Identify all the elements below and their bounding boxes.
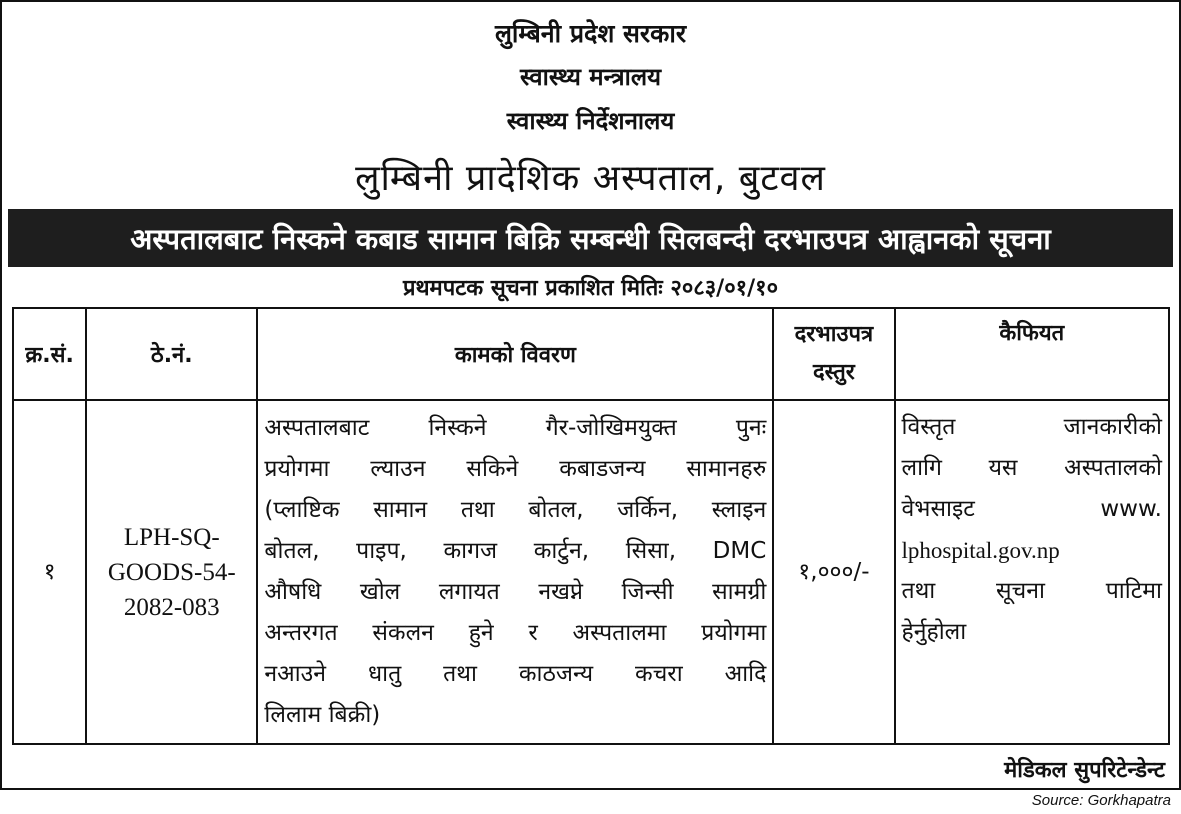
header-remarks: कैफियत — [895, 308, 1170, 400]
row-remarks — [895, 400, 1170, 744]
notice-title: अस्पतालबाट निस्कने कबाड सामान बिक्रि सम्बन्धी सिलबन्दी दरभाउपत्र आह्वानको सूचना — [130, 221, 1051, 256]
header-fee — [773, 308, 894, 400]
hospital-name: लुम्बिनी प्रादेशिक अस्पताल, बुटवल — [355, 158, 826, 199]
description-line: अस्पतालबाट निस्कने गैर-जोखिमयुक्त पुनः — [264, 415, 767, 441]
reference-line: 2082-083 — [123, 593, 220, 621]
description-line: नआउने धातु तथा काठजन्य कचरा आदि — [264, 661, 767, 687]
header-reference: ठे.नं. — [86, 308, 257, 400]
remark-line: लागि यस अस्पतालको — [901, 455, 1162, 481]
remark-line: तथा सूचना पाटिमा — [901, 578, 1162, 604]
source-credit: Source: Gorkhapatra — [1031, 792, 1171, 809]
remark-line: वेभसाइट www. — [901, 496, 1162, 522]
reference-line: GOODS-54- — [107, 558, 236, 586]
row-description — [257, 400, 773, 744]
header-fee-line2: दस्तुर — [813, 360, 855, 385]
table-header-row — [13, 308, 1169, 400]
remark-line: विस्तृत जानकारीको — [901, 414, 1162, 440]
header-description: कामको विवरण — [257, 308, 773, 400]
ministry-heading: स्वास्थ्य मन्त्रालय — [519, 63, 662, 91]
description-line: औषधि खोल लगायत नखप्ने जिन्सी सामग्री — [264, 579, 767, 605]
description-line: अन्तरगत संकलन हुने र अस्पतालमा प्रयोगमा — [264, 620, 767, 646]
row-reference — [86, 400, 257, 744]
directorate-heading: स्वास्थ्य निर्देशनालय — [506, 107, 675, 135]
table-row — [13, 400, 1169, 744]
row-serial: १ — [13, 400, 86, 744]
description-line: प्रयोगमा ल्याउन सकिने कबाडजन्य सामानहरु — [264, 456, 767, 482]
publish-date: प्रथमपटक सूचना प्रकाशित मितिः २०८३/०१/१० — [402, 276, 779, 301]
header-serial: क्र.सं. — [13, 308, 86, 400]
government-heading: लुम्बिनी प्रदेश सरकार — [494, 19, 687, 48]
header-fee-line1: दरभाउपत्र — [794, 322, 874, 347]
signature-title: मेडिकल सुपरिटेन्डेन्ट — [1004, 758, 1165, 783]
remark-line: हेर्नुहोला — [901, 619, 967, 645]
remark-line: lphospital.gov.np — [901, 538, 1060, 563]
description-line: (प्लाष्टिक सामान तथा बोतल, जर्किन, स्लाइन — [264, 497, 767, 523]
tender-table — [12, 307, 1170, 745]
reference-line: LPH-SQ- — [123, 523, 220, 551]
notice-title-banner — [8, 209, 1173, 267]
description-line: लिलाम बिक्री) — [264, 702, 381, 728]
description-line: बोतल, पाइप, कागज कार्टुन, सिसा, DMC — [264, 538, 767, 564]
row-fee: १,०००/- — [773, 400, 894, 744]
